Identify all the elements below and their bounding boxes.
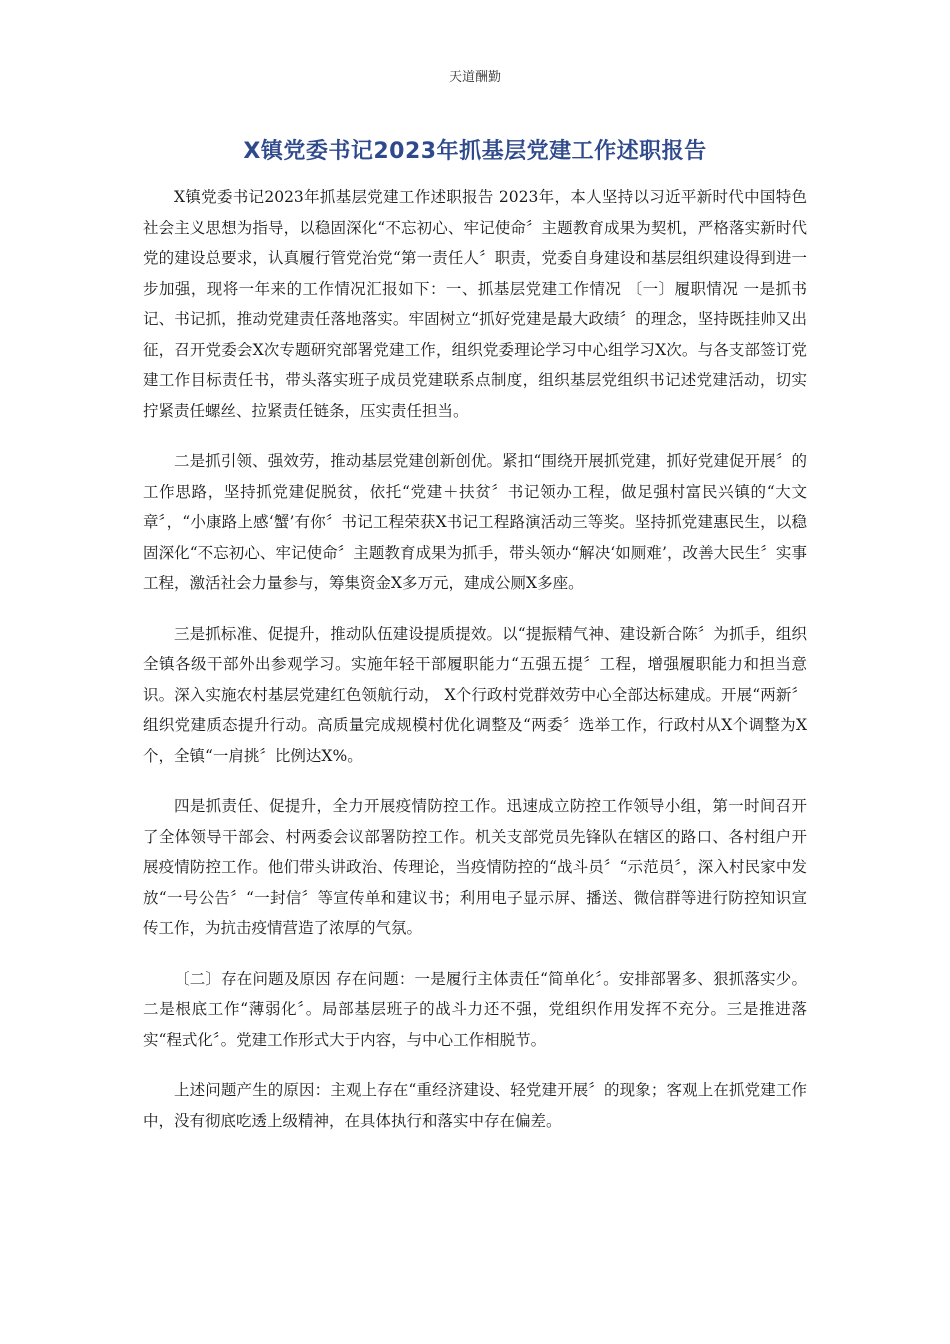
paragraph-1: X镇党委书记2023年抓基层党建工作述职报告 2023年，本人坚持以习近平新时代中国特色社会主义思想为指导，以稳固深化“不忘初心、牢记使命〞主题教育成果为契机，严格落实新时代党的建设总要求，认真履行管党治党“第一责任人〞职责，党委自身建设和基层组织建设得到进一步加强，现将一年来的工作情况汇报如下：一、抓基层党建工作情况 〔一〕履职情况 一是抓书记、书记抓，推动党建责任落地落实。牢固树立“抓好党建是最大政绩〞的理念，坚持既挂帅又出征，召开党委会X次专题研究部署党建工作，组织党委理论学习中心组学习X次。与各支部签订党建工作目标责任书，带头落实班子成员党建联系点制度，组织基层党组织书记述党建活动，切实拧紧责任螺丝、拉紧责任链条，压实责任担当。 — [143, 188, 807, 420]
document-title: X镇党委书记2023年抓基层党建工作述职报告 — [243, 139, 707, 164]
paragraph-3: 三是抓标准、促提升，推动队伍建设提质提效。以“提振精气神、建设新合陈〞为抓手，组织全镇各级干部外出参观学习。实施年轻干部履职能力“五强五提〞工程，增强履职能力和担当意识。深入实施农村基层党建红色领航行动， X个行政村党群效劳中心全部达标建成。开展“两新〞组织党建质态提升行动。高质量完成规模村优化调整及“两委〞选举工作，行政村从X个调整为X个，全镇“一肩挑〞比例达X%。 — [143, 624, 807, 765]
document-body — [143, 182, 807, 1156]
paragraph-2: 二是抓引领、强效劳，推动基层党建创新创优。紧扣“围绕开展抓党建，抓好党建促开展〞的工作思路，坚持抓党建促脱贫，依托“党建＋扶贫〞书记领办工程，做足强村富民兴镇的“大文章〞，“小康路上感‘蟹’有你〞书记工程荣获X书记工程路演活动三等奖。坚持抓党建惠民生，以稳固深化“不忘初心、牢记使命〞主题教育成果为抓手，带头领办“解决‘如厕难’，改善大民生〞实事工程，激活社会力量参与，筹集资金X多万元，建成公厕X多座。 — [143, 452, 807, 592]
paragraph-4: 四是抓责任、促提升，全力开展疫情防控工作。迅速成立防控工作领导小组，第一时间召开了全体领导干部会、村两委会议部署防控工作。机关支部党员先锋队在辖区的路口、各村组户开展疫情防控工作。他们带头讲政治、传理论，当疫情防控的“战斗员〞“示范员〞，深入村民家中发放“一号公告〞“一封信〞等宣传单和建议书；利用电子显示屏、播送、微信群等进行防控知识宣传工作，为抗击疫情营造了浓厚的气氛。 — [143, 797, 807, 937]
paragraph-5: 〔二〕存在问题及原因 存在问题：一是履行主体责任“简单化〞。安排部署多、狠抓落实少。二是根底工作“薄弱化〞。局部基层班子的战斗力还不强，党组织作用发挥不充分。三是推进落实“程式化〞。党建工作形式大于内容，与中心工作相脱节。 — [143, 969, 807, 1049]
header-watermark-text: 天道酬勤 — [448, 70, 501, 85]
paragraph-6: 上述问题产生的原因：主观上存在“重经济建设、轻党建开展〞的现象；客观上在抓党建工作中，没有彻底吃透上级精神，在具体执行和落实中存在偏差。 — [143, 1081, 807, 1130]
